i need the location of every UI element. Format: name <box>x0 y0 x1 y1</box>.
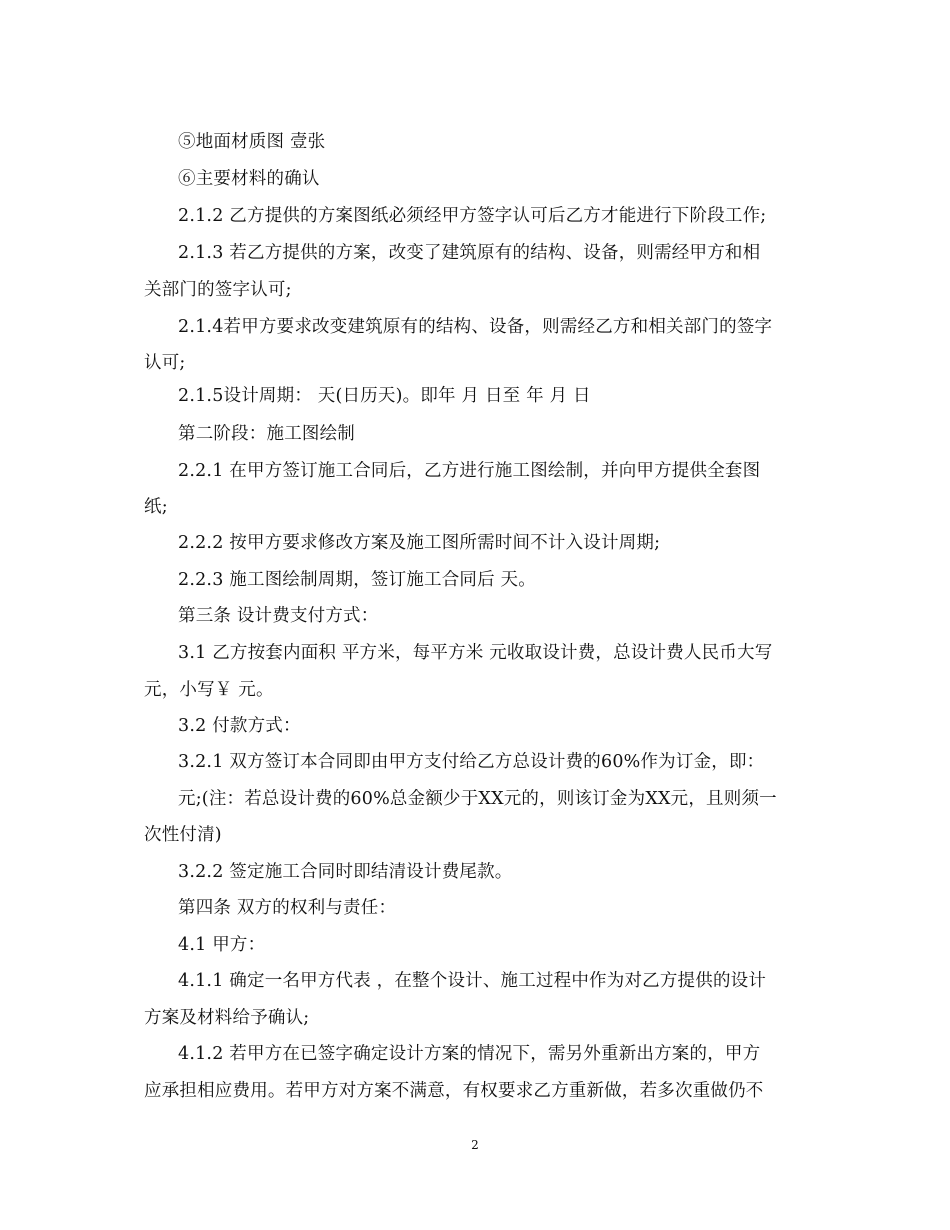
text-line: 4.1.1 确定一名甲方代表 ，在整个设计、施工过程中作为对乙方提供的设计 <box>178 971 767 991</box>
section-heading: 第三条 设计费支付方式： <box>178 606 379 626</box>
text-line: 2.1.3 若乙方提供的方案，改变了建筑原有的结构、设备，则需经甲方和相 <box>178 243 761 263</box>
text-line: 2.1.4若甲方要求改变建筑原有的结构、设备，则需经乙方和相关部门的签字 <box>178 317 773 337</box>
text-line: 方案及材料给予确认; <box>144 1008 310 1028</box>
text-line: 认可; <box>144 353 186 373</box>
section-heading: 第四条 双方的权利与责任： <box>178 898 397 918</box>
text-line: 元，小写￥ 元。 <box>144 680 274 700</box>
text-line: 关部门的签字认可; <box>144 280 292 300</box>
text-line: 4.1.2 若甲方在已签字确定设计方案的情况下，需另外重新出方案的，甲方 <box>178 1044 761 1064</box>
text-line: 2.1.5设计周期： 天(日历天)。即年 月 日至 年 月 日 <box>178 386 591 406</box>
text-line: 3.1 乙方按套内面积 平方米，每平方米 元收取设计费，总设计费人民币大写 <box>178 643 773 663</box>
text-line: 应承担相应费用。若甲方对方案不满意，有权要求乙方重新做，若多次重做仍不 <box>144 1081 764 1101</box>
text-line: 纸; <box>144 497 168 517</box>
text-line: 2.2.2 按甲方要求修改方案及施工图所需时间不计入设计周期; <box>178 533 661 553</box>
text-line: 2.1.2 乙方提供的方案图纸必须经甲方签字认可后乙方才能进行下阶段工作; <box>178 206 767 226</box>
text-line: ⑥主要材料的确认 <box>178 169 320 189</box>
text-line: 3.2 付款方式： <box>178 716 301 736</box>
section-heading: 第二阶段：施工图绘制 <box>178 424 355 444</box>
text-line: 3.2.1 双方签订本合同即由甲方支付给乙方总设计费的60%作为订金，即： <box>178 752 765 772</box>
page-number: 2 <box>471 1138 479 1152</box>
text-line: 2.2.1 在甲方签订施工合同后，乙方进行施工图绘制，并向甲方提供全套图 <box>178 461 761 481</box>
text-line: 3.2.2 签定施工合同时即结清设计费尾款。 <box>178 862 513 882</box>
text-line: 元;(注：若总设计费的60%总金额少于XX元的，则该订金为XX元，且则须一 <box>178 789 777 809</box>
text-line: 次性付清) <box>144 825 222 845</box>
text-line: ⑤地面材质图 壹张 <box>178 132 326 152</box>
text-line: 4.1 甲方： <box>178 935 266 955</box>
text-line: 2.2.3 施工图绘制周期，签订施工合同后 天。 <box>178 570 536 590</box>
